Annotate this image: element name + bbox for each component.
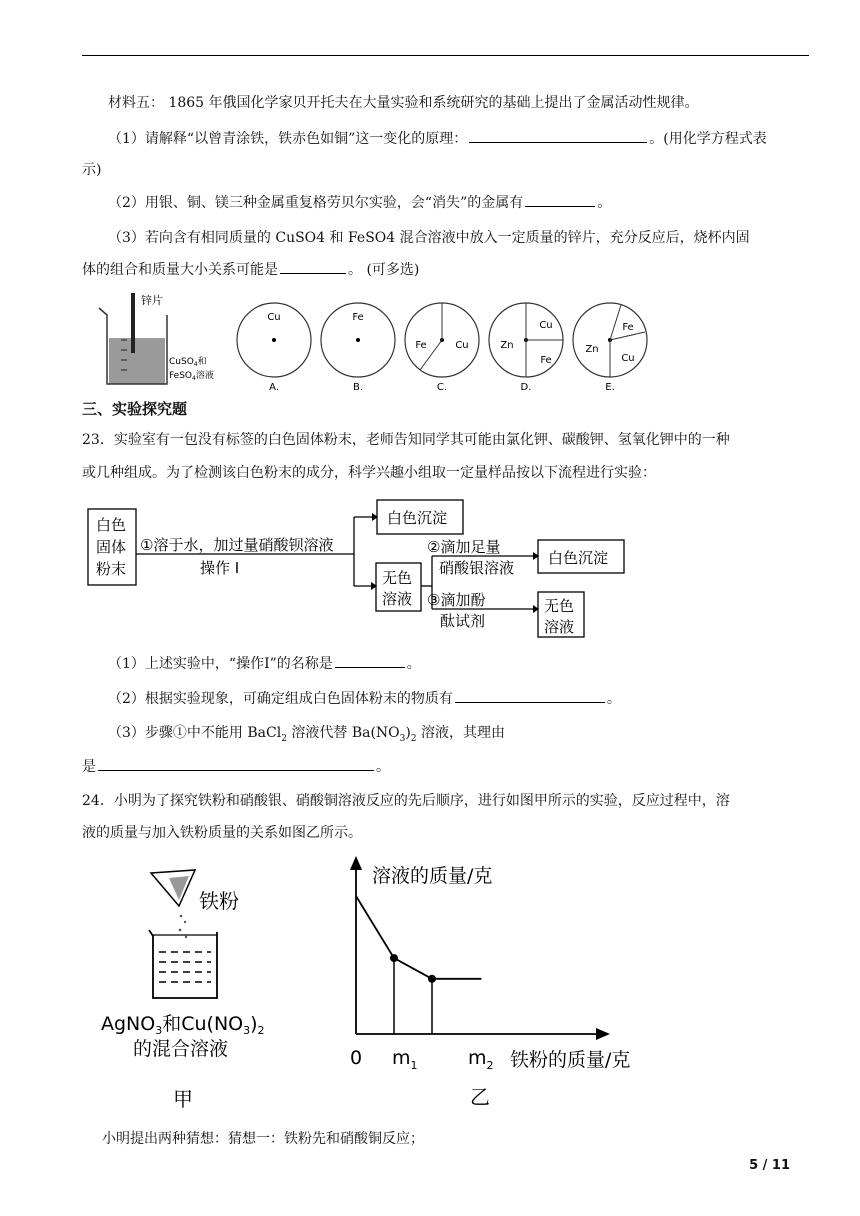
circle-label: Cu — [539, 320, 553, 331]
answer-blank[interactable] — [455, 701, 605, 703]
q23-flowchart — [82, 496, 642, 641]
answer-blank[interactable] — [469, 141, 647, 143]
circle-label: Cu — [267, 312, 281, 323]
option-letter: E. — [605, 382, 615, 393]
option-letter: A. — [269, 382, 279, 393]
circle-label: Cu — [621, 353, 635, 364]
q22-p3-tail: 。 (可多选) — [348, 262, 420, 278]
q23-line2: 或几种组成。为了检测该白色粉末的成分，科学兴趣小组取一定量样品按以下流程进行实验： — [82, 465, 656, 481]
q23-line1: 23．实验室有一包没有标签的白色固体粉末，老师告知同学其可能由氯化钾、碳酸钾、氢氧化钾中的一种 — [82, 432, 730, 448]
circle-label: Cu — [455, 340, 469, 351]
header-rule — [82, 55, 809, 56]
q22-part1 — [108, 128, 767, 148]
step3-label-2: 酞试剂 — [440, 612, 486, 630]
precipitate-2-label: 白色沉淀 — [548, 549, 609, 567]
start-text-3: 粉末 — [96, 560, 127, 578]
y-axis-arrow — [350, 856, 362, 870]
iron-funnel — [151, 870, 195, 906]
sector-line — [610, 305, 621, 340]
option-letter: C. — [436, 382, 448, 393]
q24-line3: 小明提出两种猜想：猜想一：铁粉先和硝酸铜反应； — [102, 1131, 424, 1147]
circle-label: Fe — [352, 312, 364, 323]
q23-p1-tail: 。 — [406, 656, 421, 672]
figure-yi-chart — [330, 852, 660, 1117]
final-text-2: 溶液 — [544, 618, 575, 636]
page-number: 5 / 11 — [749, 1158, 790, 1173]
circle-label: Zn — [500, 340, 514, 351]
iron-label: 铁粉 — [199, 889, 239, 913]
center-dot — [356, 338, 360, 342]
beaker-jia — [149, 930, 217, 998]
solution-label-1: CuSO$_4$和 — [169, 357, 207, 368]
q23-p2-text: （2）根据实验现象，可确定组成白色固体粉末的物质有 — [108, 691, 453, 707]
step-circle-1: ① — [172, 725, 187, 741]
step1-label: ①溶于水，加过量硝酸钡溶液 — [140, 536, 334, 554]
circle-label: Fe — [540, 355, 552, 366]
y-axis-label: 溶液的质量/克 — [372, 865, 493, 887]
x-tick-m2: $m_2$ — [468, 1047, 494, 1072]
answer-blank[interactable] — [335, 666, 405, 668]
operation-label: 操作 I — [200, 559, 240, 577]
sector-line — [610, 332, 645, 340]
q22-part3 — [82, 259, 419, 279]
step2-label-2: 硝酸银溶液 — [439, 559, 515, 577]
x-tick-m1: $m_1$ — [392, 1047, 418, 1072]
q23-part3-cont: 是 。 — [82, 759, 390, 775]
q22-p2-text: （2）用银、铜、镁三种金属重复格劳贝尔实验，会“消失”的金属有 — [108, 195, 524, 211]
q23-part2 — [108, 688, 621, 708]
x-axis-arrow — [596, 1028, 610, 1040]
q22-p3-text: 体的组合和质量大小关系可能是 — [82, 262, 278, 278]
q22-p1-cont: 示) — [82, 162, 102, 178]
q23-part3: （3）步骤①中不能用 BaCl$_2$ 溶液代替 $Ba(NO_3)_2$ 溶液，其理由 — [108, 725, 506, 744]
origin-label: 0 — [350, 1047, 363, 1069]
option-letter: B. — [352, 382, 364, 393]
precipitate-1-label: 白色沉淀 — [387, 509, 448, 527]
start-text-1: 白色 — [96, 516, 127, 534]
q23-part1 — [108, 653, 421, 673]
solution-label-2: FeSO$_4$溶液 — [169, 371, 214, 382]
q22-p1-text: （1）请解释“以曾青涂铁，铁赤色如铜”这一变化的原理： — [108, 131, 468, 147]
q22-part2 — [108, 192, 611, 212]
mixture-label-2: 的混合溶液 — [133, 1038, 229, 1060]
circle-label: Fe — [415, 340, 427, 351]
start-text-2: 固体 — [96, 538, 127, 556]
q23-p1-text: （1）上述实验中，“操作Ⅰ”的名称是 — [108, 656, 333, 672]
section-title: 三、实验探究题 — [82, 400, 188, 418]
x-axis-label: 铁粉的质量/克 — [510, 1049, 631, 1071]
data-point-m1 — [390, 954, 398, 962]
q24-line1: 24．小明为了探究铁粉和硝酸银、硝酸铜溶液反应的先后顺序，进行如图甲所示的实验，反应过程中，溶 — [82, 793, 730, 809]
figure-jia-caption: 甲 — [173, 1087, 193, 1111]
q22-p1-tail: 。(用化学方程式表 — [649, 131, 767, 147]
zinc-strip — [131, 293, 135, 353]
q22-p3-line1: （3）若向含有相同质量的 CuSO4 和 FeSO4 混合溶液中放入一定质量的锌片，充分反应后，烧杯内固 — [108, 230, 750, 246]
circle-label: Fe — [622, 322, 634, 333]
q23-p2-tail: 。 — [606, 691, 621, 707]
circle-label: Zn — [585, 344, 599, 355]
colorless-text-2: 溶液 — [382, 590, 413, 608]
answer-blank[interactable] — [98, 769, 374, 771]
center-dot — [272, 338, 276, 342]
mixture-label-1: AgNO$_3$和$Cu(NO_3)_2$ — [101, 1013, 265, 1037]
answer-blank[interactable] — [525, 205, 595, 207]
q22-p2-tail: 。 — [597, 195, 612, 211]
q22-figure — [95, 290, 655, 395]
step2-label-1: ②滴加足量 — [427, 538, 501, 556]
zinc-label: 锌片 — [141, 294, 163, 307]
option-letter: D. — [520, 382, 532, 393]
data-point-m2 — [428, 975, 436, 983]
colorless-text-1: 无色 — [382, 569, 413, 587]
material5-text: 材料五： 1865 年俄国化学家贝开托夫在大量实验和系统研究的基础上提出了金属活动性规律。 — [108, 95, 699, 111]
final-text-1: 无色 — [544, 597, 575, 615]
answer-blank[interactable] — [280, 272, 346, 274]
option-circles — [237, 303, 647, 393]
q24-line2: 液的质量与加入铁粉质量的关系如图乙所示。 — [82, 825, 362, 841]
figure-jia — [95, 858, 265, 1113]
series-line — [356, 896, 481, 979]
figure-yi-caption: 乙 — [470, 1085, 490, 1109]
step3-label-1: ③滴加酚 — [427, 591, 486, 609]
